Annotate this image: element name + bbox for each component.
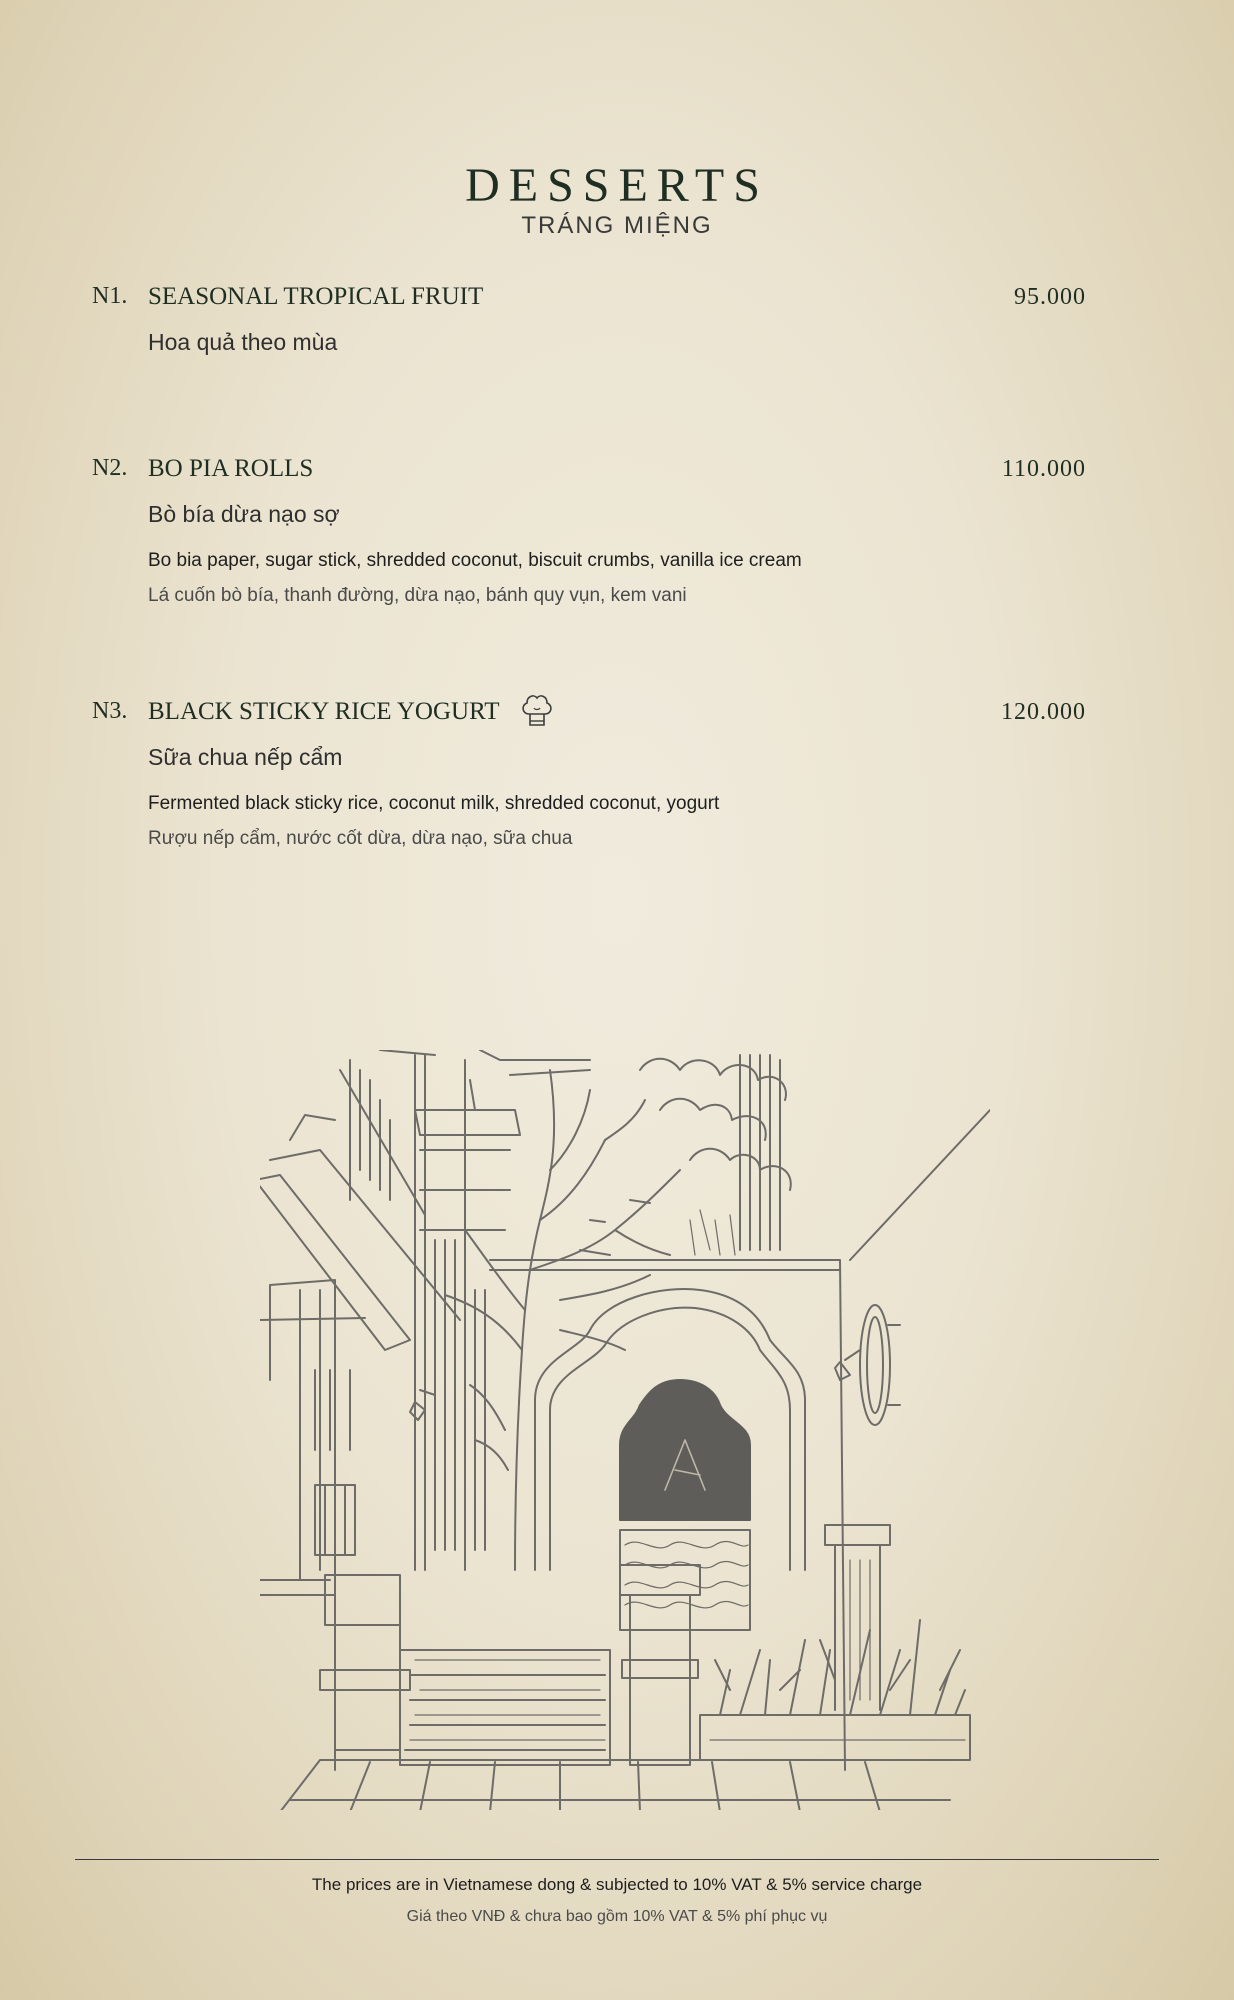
page-subtitle: TRÁNG MIỆNG: [521, 212, 713, 239]
footer-note-en: The prices are in Vietnamese dong & subjected to 10% VAT & 5% service charge: [311, 1875, 923, 1894]
item-description-en: Fermented black sticky rice, coconut milk, shredded coconut, yogurt: [148, 793, 720, 814]
item-name-vn: Bò bía dừa nạo sợ: [148, 501, 340, 527]
item-number: N1.: [92, 283, 128, 309]
chef-hat-icon: [520, 692, 554, 730]
item-number: N3.: [92, 698, 128, 724]
item-name: BO PIA ROLLS: [148, 455, 314, 482]
item-name-vn: Hoa quả theo mùa: [148, 329, 338, 355]
footer-note-vn: Giá theo VNĐ & chưa bao gồm 10% VAT & 5% phí phục vụ: [406, 1908, 828, 1925]
item-price: 120.000: [1001, 699, 1086, 725]
item-description-vn: Lá cuốn bò bía, thanh đường, dừa nạo, bánh quy vụn, kem vani: [148, 585, 687, 606]
item-price: 95.000: [1014, 284, 1086, 310]
item-number: N2.: [92, 455, 128, 481]
item-name-vn: Sữa chua nếp cẩm: [148, 744, 343, 770]
item-name: BLACK STICKY RICE YOGURT: [148, 698, 500, 725]
item-description-vn: Rượu nếp cẩm, nước cốt dừa, dừa nạo, sữa chua: [148, 828, 573, 849]
page-title: DESSERTS: [465, 159, 769, 212]
building-sketch-illustration: [260, 1050, 990, 1810]
item-description-en: Bo bia paper, sugar stick, shredded coconut, biscuit crumbs, vanilla ice cream: [148, 550, 802, 571]
item-price: 110.000: [1001, 456, 1086, 482]
item-name: SEASONAL TROPICAL FRUIT: [148, 283, 484, 310]
footer-divider: [75, 1859, 1159, 1860]
